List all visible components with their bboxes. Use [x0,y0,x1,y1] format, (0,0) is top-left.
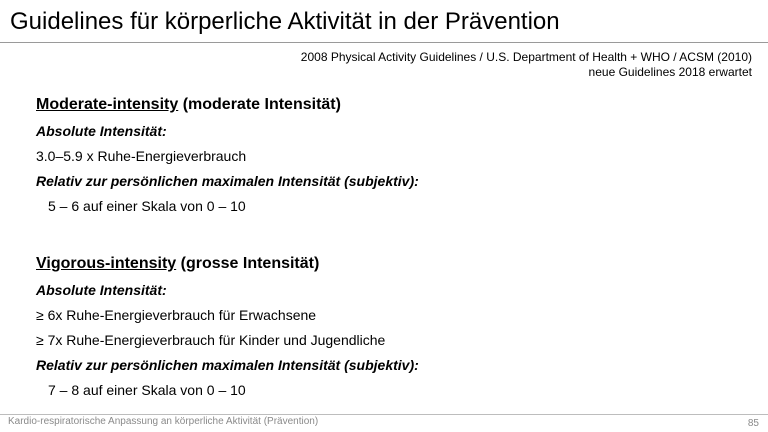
slide-title: Guidelines für körperliche Aktivität in der Prävention [10,8,560,35]
vigorous-absolute-value-adults: ≥ 6x Ruhe-Energieverbrauch für Erwachsene [36,307,317,323]
moderate-heading-de: (moderate Intensität) [182,96,341,113]
vigorous-heading-de: (grosse Intensität) [180,255,320,272]
source-line-1: 2008 Physical Activity Guidelines / U.S. Department of Health + WHO / ACSM (2010) [300,50,752,64]
moderate-relative-value: 5 – 6 auf einer Skala von 0 – 10 [48,198,246,214]
moderate-absolute-label: Absolute Intensität: [36,123,167,139]
moderate-absolute-value: 3.0–5.9 x Ruhe-Energieverbrauch [36,148,247,164]
vigorous-relative-label: Relativ zur persönlichen maximalen Intensität (subjektiv): [36,357,419,373]
slide-content [36,92,736,403]
moderate-relative-label: Relativ zur persönlichen maximalen Intensität (subjektiv): [36,173,419,189]
section-gap [36,219,736,251]
vigorous-relative-value: 7 – 8 auf einer Skala von 0 – 10 [48,382,246,398]
title-divider [0,42,768,43]
page-number: 85 [747,418,759,429]
vigorous-heading [36,251,736,278]
source-line-2: neue Guidelines 2018 erwartet [588,65,752,79]
vigorous-absolute-value-youth: ≥ 7x Ruhe-Energieverbrauch für Kinder und Jugendliche [36,332,386,348]
footer-divider [0,414,768,415]
source-note [301,50,752,80]
footer-text: Kardio-respiratorische Anpassung an körperliche Aktivität (Prävention) [8,416,319,427]
vigorous-absolute-label: Absolute Intensität: [36,282,167,298]
vigorous-heading-en: Vigorous-intensity [36,255,177,272]
moderate-heading-en: Moderate-intensity [36,96,179,113]
moderate-heading [36,92,736,119]
